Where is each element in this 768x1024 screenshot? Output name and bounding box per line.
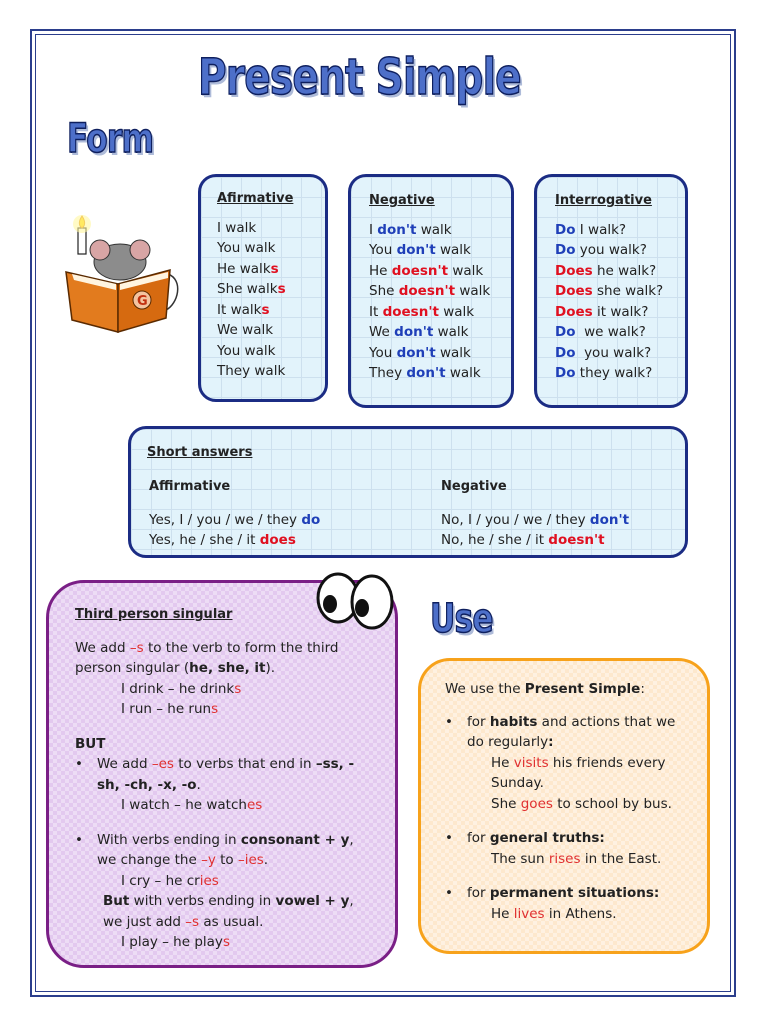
affirmative-text: You walk — [217, 240, 276, 256]
negative-subject: You — [369, 242, 397, 258]
interrogative-rest: it walk? — [592, 303, 649, 320]
interrogative-rest: you walk? — [575, 344, 652, 361]
affirmative-box — [198, 174, 328, 402]
negative-auxiliary: doesn't — [391, 262, 449, 279]
negative-subject: We — [369, 324, 395, 340]
negative-auxiliary: doesn't — [398, 283, 456, 299]
short-answers-negative — [441, 477, 629, 551]
example-line: She goes to school by bus. — [491, 795, 672, 812]
affirmative-line — [217, 238, 309, 259]
affirmative-line — [217, 259, 309, 280]
negative-verb: walk — [435, 344, 471, 361]
negative-subject: It — [369, 303, 383, 320]
negative-line — [369, 322, 493, 343]
negative-subject: You — [369, 344, 397, 361]
negative-verb: walk — [435, 242, 471, 258]
negative-line — [369, 240, 493, 261]
use-habits: • for habits and actions that we do regularly: — [445, 713, 676, 750]
interrogative-line — [555, 281, 667, 302]
negative-auxiliary: don't — [396, 242, 436, 258]
example-line: The sun rises in the East. — [491, 850, 662, 867]
negative-line — [369, 261, 493, 282]
cartoon-eyes-icon — [314, 570, 394, 632]
third-person-intro: We add –s to the verb to form the third person singular (he, she, it). — [75, 639, 339, 676]
rule-vowel-y: But with verbs ending in vowel + y, we just add –s as usual. — [103, 893, 354, 930]
interrogative-rest: they walk? — [575, 365, 653, 381]
interrogative-rest: she walk? — [592, 283, 664, 299]
negative-auxiliary: don't — [377, 221, 417, 238]
affirmative-line — [217, 300, 309, 321]
example-line: I drink – he drinks — [121, 680, 242, 697]
example-line: I watch – he watches — [121, 797, 263, 813]
third-person-heading: Third person singular — [75, 607, 233, 622]
svg-text:G: G — [137, 294, 148, 309]
use-heading: Use — [430, 596, 493, 642]
use-general-truths: • for general truths: — [445, 830, 605, 846]
affirmative-text: They walk — [217, 363, 286, 379]
affirmative-text: We walk — [217, 322, 274, 338]
negative-subject: He — [369, 262, 392, 279]
form-heading: Form — [67, 116, 154, 162]
affirmative-line — [217, 361, 309, 382]
affirmative-text: You walk — [217, 342, 276, 359]
negative-line — [369, 363, 493, 384]
negative-line — [369, 302, 493, 323]
affirmative-line — [217, 218, 309, 239]
interrogative-list — [555, 220, 667, 384]
interrogative-box — [534, 174, 688, 408]
negative-verb: walk — [445, 365, 481, 381]
affirmative-text: It walk — [217, 301, 262, 318]
interrogative-line — [555, 220, 667, 241]
negative-subject: She — [369, 283, 399, 299]
negative-subject: I — [369, 221, 378, 238]
but-label: BUT — [75, 735, 106, 752]
interrogative-line — [555, 240, 667, 261]
rule-ies: • With verbs ending in consonant + y, we change the –y to –ies. — [75, 831, 354, 868]
short-affirmative-label: Affirmative — [149, 479, 231, 494]
example-line: I cry – he cries — [121, 872, 219, 889]
interrogative-auxiliary: Do — [555, 324, 576, 340]
page-title: Present Simple — [198, 48, 521, 106]
negative-verb: walk — [438, 303, 475, 320]
negative-list — [369, 220, 493, 384]
interrogative-rest: you walk? — [575, 242, 647, 258]
interrogative-line — [555, 261, 667, 282]
affirmative-text: He walk — [217, 260, 271, 277]
affirmative-heading: Afirmative — [217, 191, 294, 206]
short-negative-label: Negative — [441, 479, 507, 494]
affirmative-line — [217, 320, 309, 341]
example-line: I play – he plays — [121, 934, 230, 950]
example-line: He lives in Athens. — [491, 905, 617, 922]
affirmative-list — [217, 218, 309, 382]
use-intro: We use the Present Simple: — [445, 681, 645, 697]
affirmative-suffix: s — [270, 260, 279, 277]
example-line: He visits his friends every Sunday. — [491, 754, 666, 791]
short-answers-box — [128, 426, 688, 558]
negative-verb: walk — [448, 262, 484, 279]
interrogative-rest: I walk? — [575, 221, 627, 238]
negative-verb: walk — [455, 283, 491, 299]
interrogative-auxiliary: Does — [555, 262, 593, 279]
affirmative-text: She walk — [217, 281, 278, 297]
short-answers-affirmative — [149, 477, 320, 551]
interrogative-auxiliary: Do — [555, 242, 576, 258]
negative-line — [369, 281, 493, 302]
negative-heading: Negative — [369, 193, 435, 208]
interrogative-auxiliary: Do — [555, 365, 576, 381]
interrogative-line — [555, 322, 667, 343]
negative-box — [348, 174, 514, 408]
affirmative-line — [217, 341, 309, 362]
short-aff-line: Yes, he / she / it does — [149, 532, 296, 548]
affirmative-text: I walk — [217, 219, 257, 236]
interrogative-rest: he walk? — [592, 262, 657, 279]
short-neg-line: No, I / you / we / they don't — [441, 511, 630, 528]
negative-auxiliary: doesn't — [382, 303, 439, 320]
short-answers-heading: Short answers — [147, 445, 253, 460]
rule-es: • We add –es to verbs that end in –ss, -sh, -ch, -x, -o. — [75, 756, 355, 793]
interrogative-line — [555, 302, 667, 323]
negative-verb: walk — [433, 324, 469, 340]
affirmative-suffix: s — [261, 301, 270, 318]
interrogative-line — [555, 343, 667, 364]
third-person-box — [46, 580, 398, 968]
affirmative-line — [217, 279, 309, 300]
negative-subject: They — [369, 365, 407, 381]
use-permanent-situations: • for permanent situations: — [445, 885, 660, 901]
interrogative-auxiliary: Do — [555, 344, 576, 361]
negative-line — [369, 220, 493, 241]
interrogative-heading: Interrogative — [555, 193, 652, 208]
interrogative-auxiliary: Do — [555, 221, 576, 238]
example-line: I run – he runs — [121, 701, 219, 717]
use-box — [418, 658, 710, 954]
negative-auxiliary: don't — [396, 344, 436, 361]
interrogative-auxiliary: Does — [555, 303, 593, 320]
interrogative-rest: we walk? — [575, 324, 646, 340]
negative-verb: walk — [416, 221, 452, 238]
short-neg-line: No, he / she / it doesn't — [441, 532, 605, 548]
negative-line — [369, 343, 493, 364]
interrogative-line — [555, 363, 667, 384]
negative-auxiliary: don't — [406, 365, 446, 381]
mouse-reading-book-icon — [58, 214, 188, 334]
short-aff-line: Yes, I / you / we / they do — [149, 511, 321, 528]
affirmative-suffix: s — [277, 281, 286, 297]
negative-auxiliary: don't — [394, 324, 434, 340]
interrogative-auxiliary: Does — [555, 283, 593, 299]
